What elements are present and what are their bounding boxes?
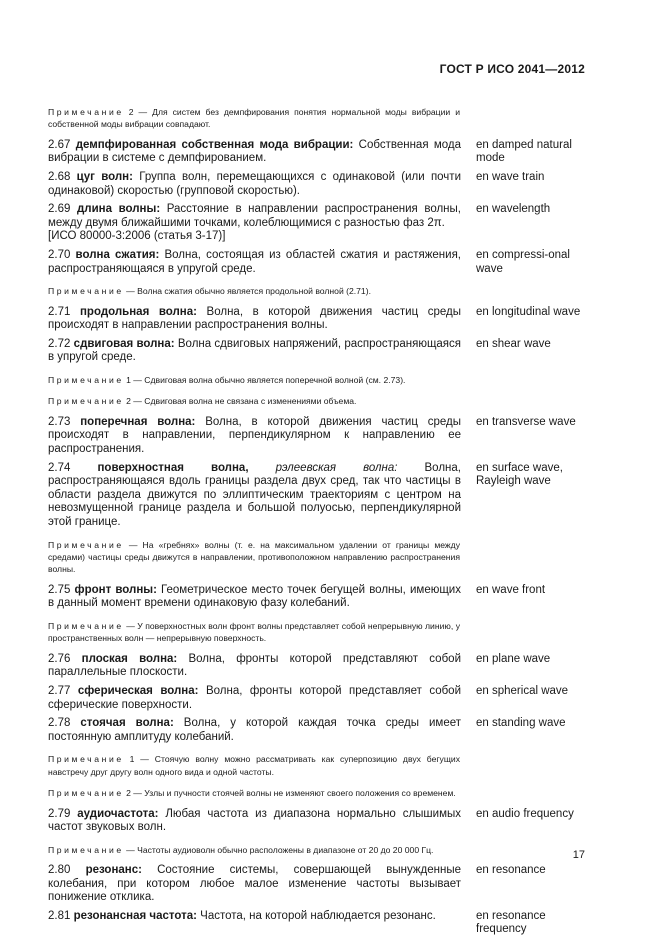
note-text: 2 — Для систем без демпфирования понятия нормальной моды вибрации и собственной моды вибрации совпадают. xyxy=(48,107,460,130)
term-name: длина волны: xyxy=(76,203,161,216)
language-code: en xyxy=(476,684,489,697)
note-text: — Волна сжатия обычно является продольной волной (2.71). xyxy=(123,286,371,297)
term-definition xyxy=(48,910,461,937)
english-term: spherical wave xyxy=(488,684,569,697)
term-definition xyxy=(48,584,461,611)
english-equivalent xyxy=(476,653,588,680)
english-equivalent xyxy=(476,462,588,530)
source-reference: [ИСО 80000-3:2006 (статья 3-17)] xyxy=(48,230,226,243)
language-code: en xyxy=(476,461,489,474)
definition-text: Волна, в которой движения частиц среды происходят в направлении, перпендикулярном к направлению ее распространения. xyxy=(48,415,461,455)
term-definition xyxy=(48,808,461,835)
term-definition xyxy=(48,685,461,712)
english-equivalent xyxy=(476,584,588,611)
term-entry xyxy=(48,171,588,198)
term-name: сферическая волна: xyxy=(77,684,199,697)
term-entry xyxy=(48,910,588,937)
english-term: damped natural mode xyxy=(476,138,572,165)
note-label: Примечание xyxy=(48,844,124,855)
term-number: 2.81 xyxy=(48,909,71,922)
english-equivalent xyxy=(476,249,588,276)
term-number: 2.73 xyxy=(48,415,71,428)
english-equivalent xyxy=(476,808,588,835)
term-entry xyxy=(48,864,588,905)
english-equivalent xyxy=(476,139,588,166)
definition-text: Волна, состоящая из областей сжатия и растяжения, распространяющаяся в упругой среде. xyxy=(48,248,462,275)
language-code: en xyxy=(476,652,489,665)
english-equivalent xyxy=(476,685,588,712)
definition-text: Собственная мода вибрации в системе с демпфированием. xyxy=(48,138,461,165)
term-name: поперечная волна: xyxy=(80,415,196,428)
term-entry xyxy=(48,139,588,166)
term-number: 2.68 xyxy=(48,171,71,183)
term-name: аудиочастота: xyxy=(77,807,159,820)
term-entry xyxy=(48,584,588,611)
english-equivalent xyxy=(476,306,588,333)
english-term: resonance frequency xyxy=(476,909,546,936)
term-entry xyxy=(48,203,588,244)
definition-text: Состояние системы, совершающей вынужденные колебания, при котором любое малое изменение частоты вызывает понижение отклика. xyxy=(48,864,462,904)
term-entry xyxy=(48,808,588,835)
note-label: Примечание xyxy=(48,396,124,407)
term-entry xyxy=(48,306,588,333)
english-term: shear wave xyxy=(488,337,551,350)
definition-text: Частота, на которой наблюдается резонанс. xyxy=(196,909,436,922)
definition-text: Любая частота из диапазона нормально слышимых частот звуковых волн. xyxy=(48,807,462,834)
english-term: wave front xyxy=(488,583,546,596)
term-name: резонанс: xyxy=(85,864,142,877)
term-definition xyxy=(48,653,461,680)
term-number: 2.79 xyxy=(48,807,71,820)
note-paragraph xyxy=(48,285,460,297)
term-number: 2.77 xyxy=(48,684,71,697)
note-label: Примечание xyxy=(48,754,124,765)
definition-text: Волна, распространяющаяся вдоль границы раздела двух сред, так что частицы в области раздела движутся по эллиптическим траекториям с центром на невозмущенной границе раздела и большой полуосью, перпендикулярной этой границе. xyxy=(48,461,461,528)
note-label: Примечание xyxy=(48,788,124,799)
term-name: фронт волны: xyxy=(74,583,157,596)
term-number: 2.74 xyxy=(48,461,71,474)
note-text: 2 — Узлы и пучности стоячей волны не изменяют своего положения со временем. xyxy=(123,788,456,799)
note-text: 1 — Сдвиговая волна обычно является поперечной волной (см. 2.73). xyxy=(123,374,406,385)
english-term: wavelength xyxy=(488,203,551,216)
term-entry xyxy=(48,416,588,457)
term-definition xyxy=(48,203,461,244)
term-definition xyxy=(48,249,461,276)
english-term: plane wave xyxy=(488,652,551,665)
term-name: плоская волна: xyxy=(81,652,178,665)
language-code: en xyxy=(476,138,489,151)
term-definition xyxy=(48,171,461,198)
term-entry xyxy=(48,717,588,744)
term-number: 2.67 xyxy=(48,138,71,151)
english-term: standing wave xyxy=(488,717,566,730)
note-paragraph xyxy=(48,395,460,407)
language-code: en xyxy=(476,337,489,350)
note-label: Примечание xyxy=(48,374,124,385)
term-number: 2.71 xyxy=(48,305,71,318)
english-equivalent xyxy=(476,910,588,937)
language-code: en xyxy=(476,203,489,216)
note-paragraph xyxy=(48,539,460,576)
definition-text: Волна, в которой движения частиц среды происходят в направлении распространения волны. xyxy=(48,305,462,332)
english-term: resonance xyxy=(488,864,546,877)
english-equivalent xyxy=(476,171,588,198)
definition-text: Геометрическое место точек бегущей волны, имеющих в данный момент времени одинаковую фазу колебаний. xyxy=(48,583,461,610)
term-name: поверхностная волна, xyxy=(97,461,249,474)
definition-text: Волна, фронты которой представляет собой сферические поверхности. xyxy=(48,684,461,711)
language-code: en xyxy=(476,909,489,922)
term-definition xyxy=(48,139,461,166)
english-equivalent xyxy=(476,717,588,744)
term-definition xyxy=(48,462,461,530)
english-equivalent xyxy=(476,338,588,365)
language-code: en xyxy=(476,807,489,820)
term-entry xyxy=(48,653,588,680)
language-code: en xyxy=(476,305,489,318)
term-definition xyxy=(48,338,461,365)
term-definition xyxy=(48,717,461,744)
language-code: en xyxy=(476,248,489,261)
note-paragraph xyxy=(48,620,460,645)
english-equivalent xyxy=(476,864,588,905)
term-entry xyxy=(48,249,588,276)
english-term: surface wave, Rayleigh wave xyxy=(476,461,563,488)
note-text: 2 — Сдвиговая волна не связана с изменениями объема. xyxy=(123,396,357,407)
term-name: демпфированная собственная мода вибрации: xyxy=(75,138,354,151)
note-paragraph xyxy=(48,844,460,856)
term-number: 2.72 xyxy=(48,337,71,350)
language-code: en xyxy=(476,415,489,428)
note-label: Примечание xyxy=(48,107,124,117)
term-entry xyxy=(48,462,588,530)
english-term: audio frequency xyxy=(488,807,574,820)
term-number: 2.70 xyxy=(48,248,71,261)
note-paragraph xyxy=(48,787,460,799)
term-entry xyxy=(48,685,588,712)
note-paragraph xyxy=(48,374,460,386)
english-term: transverse wave xyxy=(488,415,576,428)
note-paragraph xyxy=(48,106,460,131)
note-text: — На «гребнях» волны (т. е. на максимальном удалении от границы между средами) частицы среды движутся в направлении, противоположном направлению распространения волны. xyxy=(48,539,460,575)
term-number: 2.76 xyxy=(48,652,71,665)
term-name: резонансная частота: xyxy=(73,909,197,922)
document-code-header: ГОСТ Р ИСО 2041—2012 xyxy=(439,62,585,76)
term-number: 2.75 xyxy=(48,583,71,596)
english-term: compressi-onal wave xyxy=(476,248,570,275)
note-text: — У поверхностных волн фронт волны представляет собой непрерывную линию, у пространственных волн — непрерывную поверхность. xyxy=(48,620,460,644)
english-equivalent xyxy=(476,416,588,457)
term-number: 2.69 xyxy=(48,203,71,216)
term-name: волна сжатия: xyxy=(75,248,160,261)
language-code: en xyxy=(476,171,489,183)
term-definition xyxy=(48,306,461,333)
language-code: en xyxy=(476,717,489,730)
term-synonym: рэлеевская волна: xyxy=(248,461,398,474)
term-definition xyxy=(48,864,461,905)
english-equivalent xyxy=(476,203,588,244)
definition-text: Волна, у которой каждая точка среды имеет постоянную амплитуду колебаний. xyxy=(48,717,461,743)
language-code: en xyxy=(476,583,489,596)
definition-text: Группа волн, перемещающихся с одинаковой (или почти одинаковой) скоростью (групповой скоростью). xyxy=(48,171,461,197)
page-number: 17 xyxy=(572,849,585,861)
term-name: стоячая волна: xyxy=(80,717,174,730)
note-text: 1 — Стоячую волну можно рассматривать как суперпозицию двух бегущих навстречу друг другу волн одного вида и одной частоты. xyxy=(48,754,460,777)
term-definition xyxy=(48,416,461,457)
definition-text: Волна, фронты которой представляют собой параллельные плоскости. xyxy=(48,652,461,679)
term-name: цуг волн: xyxy=(76,171,133,183)
language-code: en xyxy=(476,864,489,877)
term-number: 2.80 xyxy=(48,864,71,877)
english-term: wave train xyxy=(488,171,545,183)
term-entry xyxy=(48,338,588,365)
note-paragraph xyxy=(48,753,460,778)
note-label: Примечание xyxy=(48,286,124,297)
definition-text: Волна сдвиговых напряжений, распространяющаяся в упругой среде. xyxy=(48,337,462,364)
terms-content xyxy=(48,97,588,937)
term-number: 2.78 xyxy=(48,717,71,730)
note-text: — Частоты аудиоволн обычно расположены в диапазоне от 20 до 20 000 Гц. xyxy=(123,844,434,855)
term-name: продольная волна: xyxy=(79,305,197,318)
note-label: Примечание xyxy=(48,539,124,550)
definition-text: Расстояние в направлении распространения волны, между двумя ближайшими точками, колеблющимися с разностью фаз 2π. xyxy=(48,203,461,229)
english-term: longitudinal wave xyxy=(488,305,581,318)
note-label: Примечание xyxy=(48,620,124,631)
term-name: сдвиговая волна: xyxy=(73,337,175,350)
